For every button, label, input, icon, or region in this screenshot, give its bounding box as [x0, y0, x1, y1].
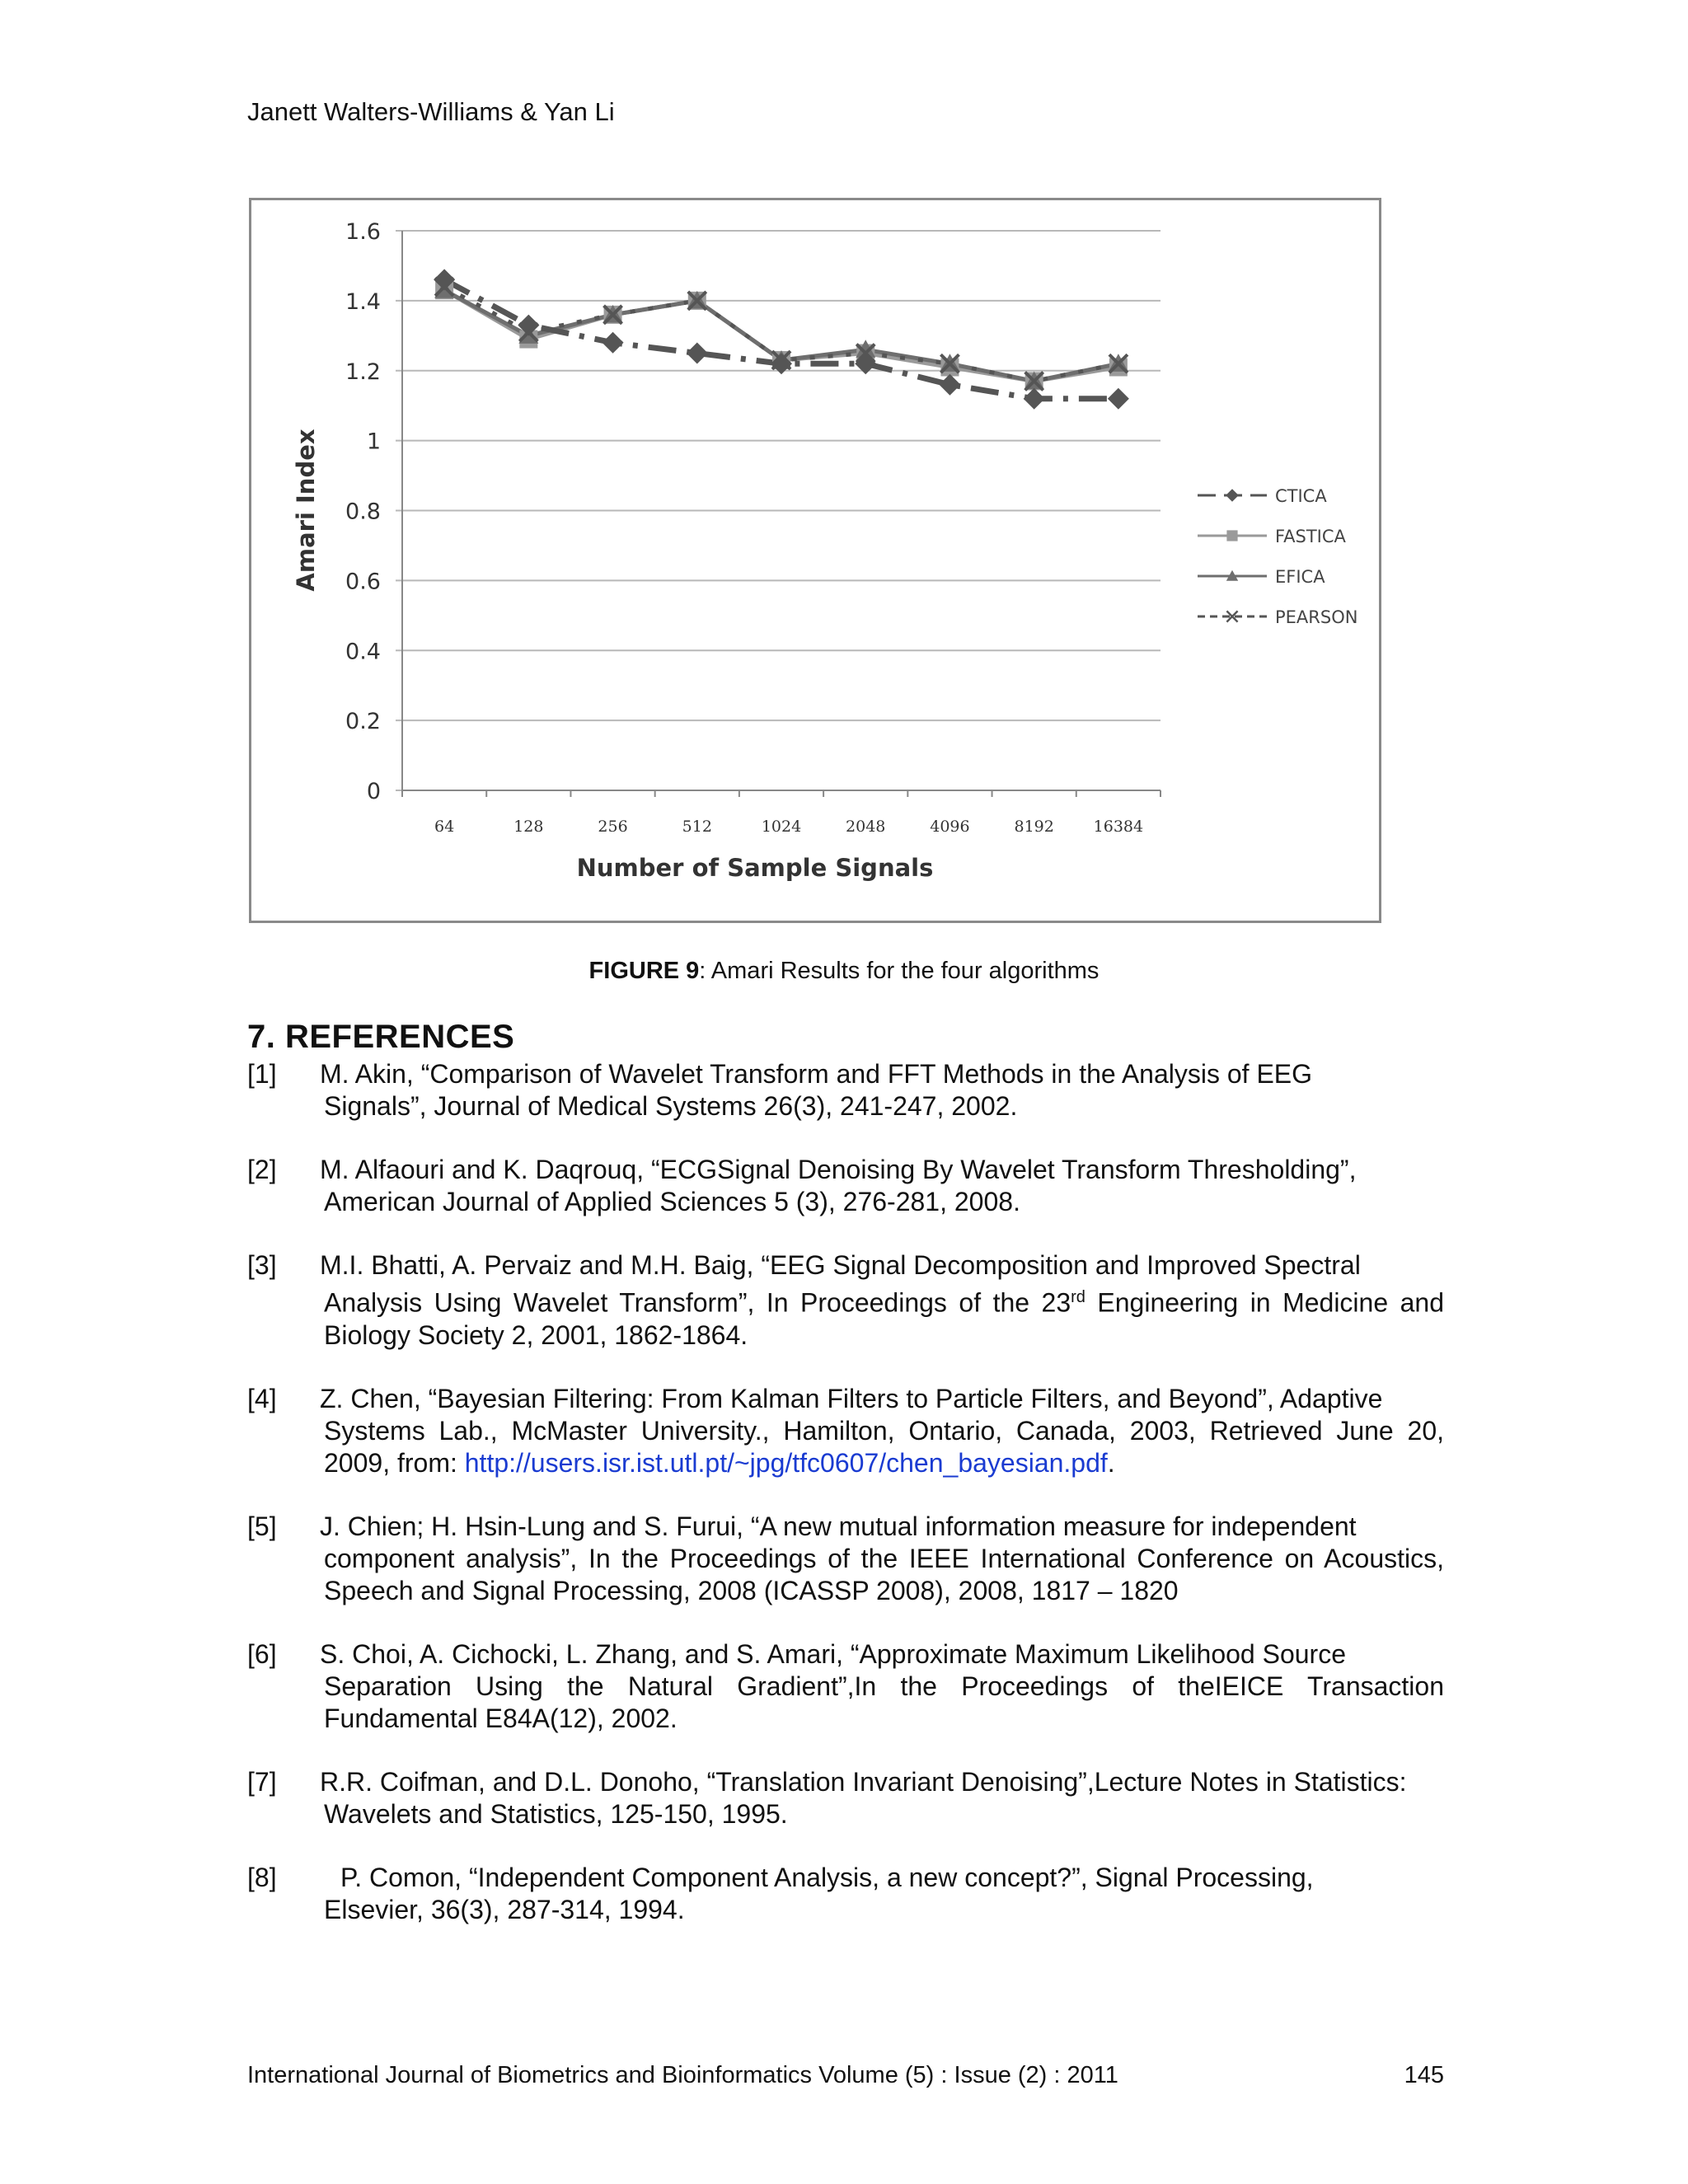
reference-number: [2]	[247, 1155, 277, 1184]
data-point-ctica	[939, 374, 960, 396]
data-point-ctica	[1108, 388, 1129, 410]
series-line-ctica	[444, 279, 1118, 398]
legend-marker-fastica	[1226, 530, 1237, 541]
figure-caption	[0, 958, 1688, 985]
ordinal-superscript: rd	[1071, 1288, 1085, 1306]
x-tick-label: 16384	[1093, 818, 1144, 836]
y-axis-title: Amari Index	[292, 429, 320, 592]
y-tick-label: 0.8	[345, 499, 381, 525]
reference-text-cont: Elsevier, 36(3), 287-314, 1994.	[324, 1894, 685, 1924]
reference-text: S. Choi, A. Cichocki, L. Zhang, and S. Amari, “Approximate Maximum Likelihood Source	[320, 1638, 1346, 1669]
reference-item-6	[247, 1638, 1444, 1735]
reference-text-cont: American Journal of Applied Sciences 5 (3), 276-281, 2008.	[324, 1187, 1020, 1216]
x-tick-label: 64	[434, 818, 455, 836]
amari-line-chart	[251, 200, 1379, 921]
figure-9-chart	[249, 198, 1381, 923]
y-tick-label: 0.6	[345, 569, 381, 595]
reference-number: [4]	[247, 1383, 277, 1413]
legend-label-ctica: CTICA	[1275, 486, 1327, 506]
reference-item-8	[247, 1862, 1444, 1926]
x-axis-title: Number of Sample Signals	[576, 854, 934, 882]
legend-label-fastica: FASTICA	[1275, 527, 1346, 546]
x-tick-label: 256	[598, 818, 628, 836]
y-tick-label: 0.4	[345, 639, 381, 665]
reference-number: [5]	[247, 1511, 277, 1541]
figure-caption-text: : Amari Results for the four algorithms	[699, 958, 1100, 984]
reference-text-end: .	[1107, 1447, 1115, 1478]
data-point-ctica	[687, 343, 708, 364]
x-tick-label: 2048	[846, 818, 886, 836]
legend-marker-ctica	[1226, 489, 1239, 502]
reference-item-4	[247, 1383, 1444, 1479]
reference-number: [8]	[247, 1862, 277, 1892]
reference-item-5	[247, 1511, 1444, 1607]
y-tick-label: 0	[366, 779, 381, 804]
page-number: 145	[1404, 2062, 1444, 2088]
reference-text: J. Chien; H. Hsin-Lung and S. Furui, “A new mutual information measure for independent	[320, 1511, 1357, 1541]
data-point-ctica	[1024, 388, 1045, 410]
data-point-ctica	[603, 332, 624, 354]
y-tick-label: 1.4	[345, 288, 381, 315]
reference-text-cont: Separation Using the Natural Gradient”,In the Proceedings of theIEICE Transaction Fundamental E84A(12), 2002.	[324, 1671, 1444, 1733]
reference-text: R.R. Coifman, and D.L. Donoho, “Translation Invariant Denoising”,Lecture Notes in Statistics:	[320, 1766, 1407, 1797]
running-header-authors: Janett Walters-Williams & Yan Li	[247, 97, 615, 126]
reference-text: M. Alfaouri and K. Daqrouq, “ECGSignal Denoising By Wavelet Transform Thresholding”,	[320, 1155, 1357, 1184]
reference-text-cont: Systems Lab., McMaster University., Hamilton, Ontario, Canada, 2003, Retrieved June 20, 2009, from:	[324, 1415, 1444, 1478]
reference-text-cont: component analysis”, In the Proceedings of the IEEE International Conference on Acoustics, Speech and Signal Processing, 2008 (ICASSP 2008), 2008, 1817 – 1820	[324, 1543, 1444, 1605]
reference-item-1	[247, 1058, 1444, 1122]
reference-number: [7]	[247, 1766, 277, 1797]
y-tick-label: 1.2	[345, 359, 381, 385]
reference-text: Z. Chen, “Bayesian Filtering: From Kalman Filters to Particle Filters, and Beyond”, Adaptive	[320, 1383, 1383, 1413]
y-tick-label: 1.6	[345, 219, 381, 245]
reference-item-7	[247, 1766, 1444, 1830]
reference-text-cont: Signals”, Journal of Medical Systems 26(3), 241-247, 2002.	[324, 1091, 1018, 1121]
x-tick-label: 128	[513, 818, 544, 836]
reference-item-2	[247, 1154, 1444, 1218]
reference-item-3	[247, 1249, 1444, 1352]
reference-number: [1]	[247, 1059, 277, 1089]
reference-list	[247, 1058, 1444, 1957]
x-tick-label: 8192	[1014, 818, 1054, 836]
reference-text-cont: Wavelets and Statistics, 125-150, 1995.	[324, 1798, 788, 1829]
legend-label-pearson: PEARSON	[1275, 607, 1358, 627]
y-tick-label: 1	[366, 429, 381, 455]
reference-text-cont: Engineering in Medicine and Biology Society 2, 2001, 1862-1864.	[324, 1287, 1445, 1350]
reference-number: [3]	[247, 1250, 277, 1280]
reference-text-cont: Analysis Using Wavelet Transform”, In Proceedings of the 23	[324, 1287, 1071, 1318]
section-heading-references: 7. REFERENCES	[247, 1019, 515, 1055]
reference-url-link[interactable]: http://users.isr.ist.utl.pt/~jpg/tfc0607/chen_bayesian.pdf	[464, 1447, 1108, 1478]
x-tick-label: 4096	[930, 818, 970, 836]
reference-text: P. Comon, “Independent Component Analysis, a new concept?”, Signal Processing,	[340, 1862, 1314, 1892]
figure-caption-label: FIGURE 9	[588, 958, 700, 984]
footer-journal-info: International Journal of Biometrics and Bioinformatics Volume (5) : Issue (2) : 2011	[247, 2062, 1118, 2088]
reference-text: M.I. Bhatti, A. Pervaiz and M.H. Baig, “EEG Signal Decomposition and Improved Spectral	[320, 1250, 1361, 1280]
reference-text: M. Akin, “Comparison of Wavelet Transform and FFT Methods in the Analysis of EEG	[320, 1059, 1313, 1089]
legend-label-efica: EFICA	[1275, 567, 1325, 587]
reference-number: [6]	[247, 1638, 277, 1669]
x-tick-label: 1024	[761, 818, 802, 836]
x-tick-label: 512	[682, 818, 712, 836]
y-tick-label: 0.2	[345, 709, 381, 735]
